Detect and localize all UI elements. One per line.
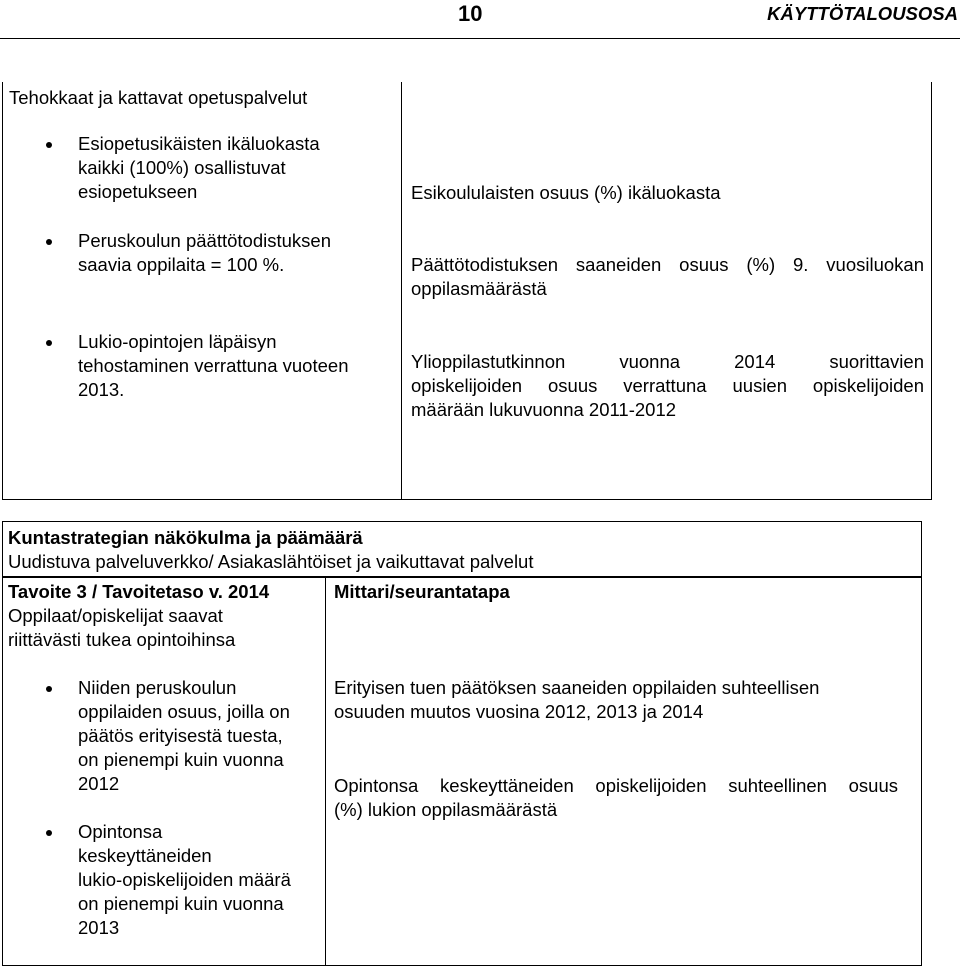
table1-left-border	[2, 82, 3, 500]
goal-description: Oppilaat/opiskelijat saavat riittävästi tukea opintoihinsa	[8, 605, 236, 650]
table1-bottom-border	[2, 499, 932, 500]
table2-column-divider	[325, 578, 326, 966]
table1-measure-1: Esikoululaisten osuus (%) ikäluokasta	[411, 182, 721, 203]
table2-header-separator	[2, 576, 922, 578]
bullet-icon	[46, 830, 52, 836]
table1-goal-2: Peruskoulun päättötodistuksen saavia oppilaita = 100 %.	[78, 230, 332, 275]
goal-heading: Tavoite 3 / Tavoitetaso v. 2014	[8, 581, 270, 602]
table2-metric-2: Opintonsa keskeyttäneiden opiskelijoiden suhteellinen osuus (%) lukion oppilasmäärästä	[334, 775, 898, 820]
table1-column-divider	[401, 82, 402, 500]
table2-metric-1: Erityisen tuen päätöksen saaneiden oppilaiden suhteellisen osuuden muutos vuosina 2012, 2013 ja 2014	[334, 677, 820, 722]
header-rule	[0, 38, 960, 39]
strategy-heading: Kuntastrategian näkökulma ja päämäärä	[8, 527, 363, 548]
table1-goal-1: Esiopetusikäisten ikäluokasta kaikki (100%) osallistuvat esiopetukseen	[78, 133, 320, 202]
bullet-icon	[46, 142, 52, 148]
table2-goal-2: Opintonsa keskeyttäneiden lukio-opiskelijoiden määrä on pienempi kuin vuonna 2013	[78, 821, 291, 938]
table1-heading: Tehokkaat ja kattavat opetuspalvelut	[9, 87, 308, 108]
table1-goal-3: Lukio-opintojen läpäisyn tehostaminen verrattuna vuoteen 2013.	[78, 331, 349, 400]
table2-goal-1: Niiden peruskoulun oppilaiden osuus, joilla on päätös erityisestä tuesta, on pienempi kuin vuonna 2012	[78, 677, 290, 794]
table1-right-border	[931, 82, 932, 500]
bullet-icon	[46, 239, 52, 245]
document-section-title: KÄYTTÖTALOUSOSA	[767, 3, 958, 24]
table1-measure-3: Ylioppilastutkinnon vuonna 2014 suorittavien opiskelijoiden osuus verrattuna uusien opiskelijoiden määrään lukuvuonna 2011-2012	[411, 351, 924, 420]
metric-heading: Mittari/seurantatapa	[334, 581, 510, 602]
bullet-icon	[46, 340, 52, 346]
strategy-subheading: Uudistuva palveluverkko/ Asiakaslähtöiset ja vaikuttavat palvelut	[8, 551, 534, 572]
table1-measure-2: Päättötodistuksen saaneiden osuus (%) 9. vuosiluokan oppilasmäärästä	[411, 254, 924, 299]
page-number: 10	[458, 1, 483, 26]
bullet-icon	[46, 686, 52, 692]
